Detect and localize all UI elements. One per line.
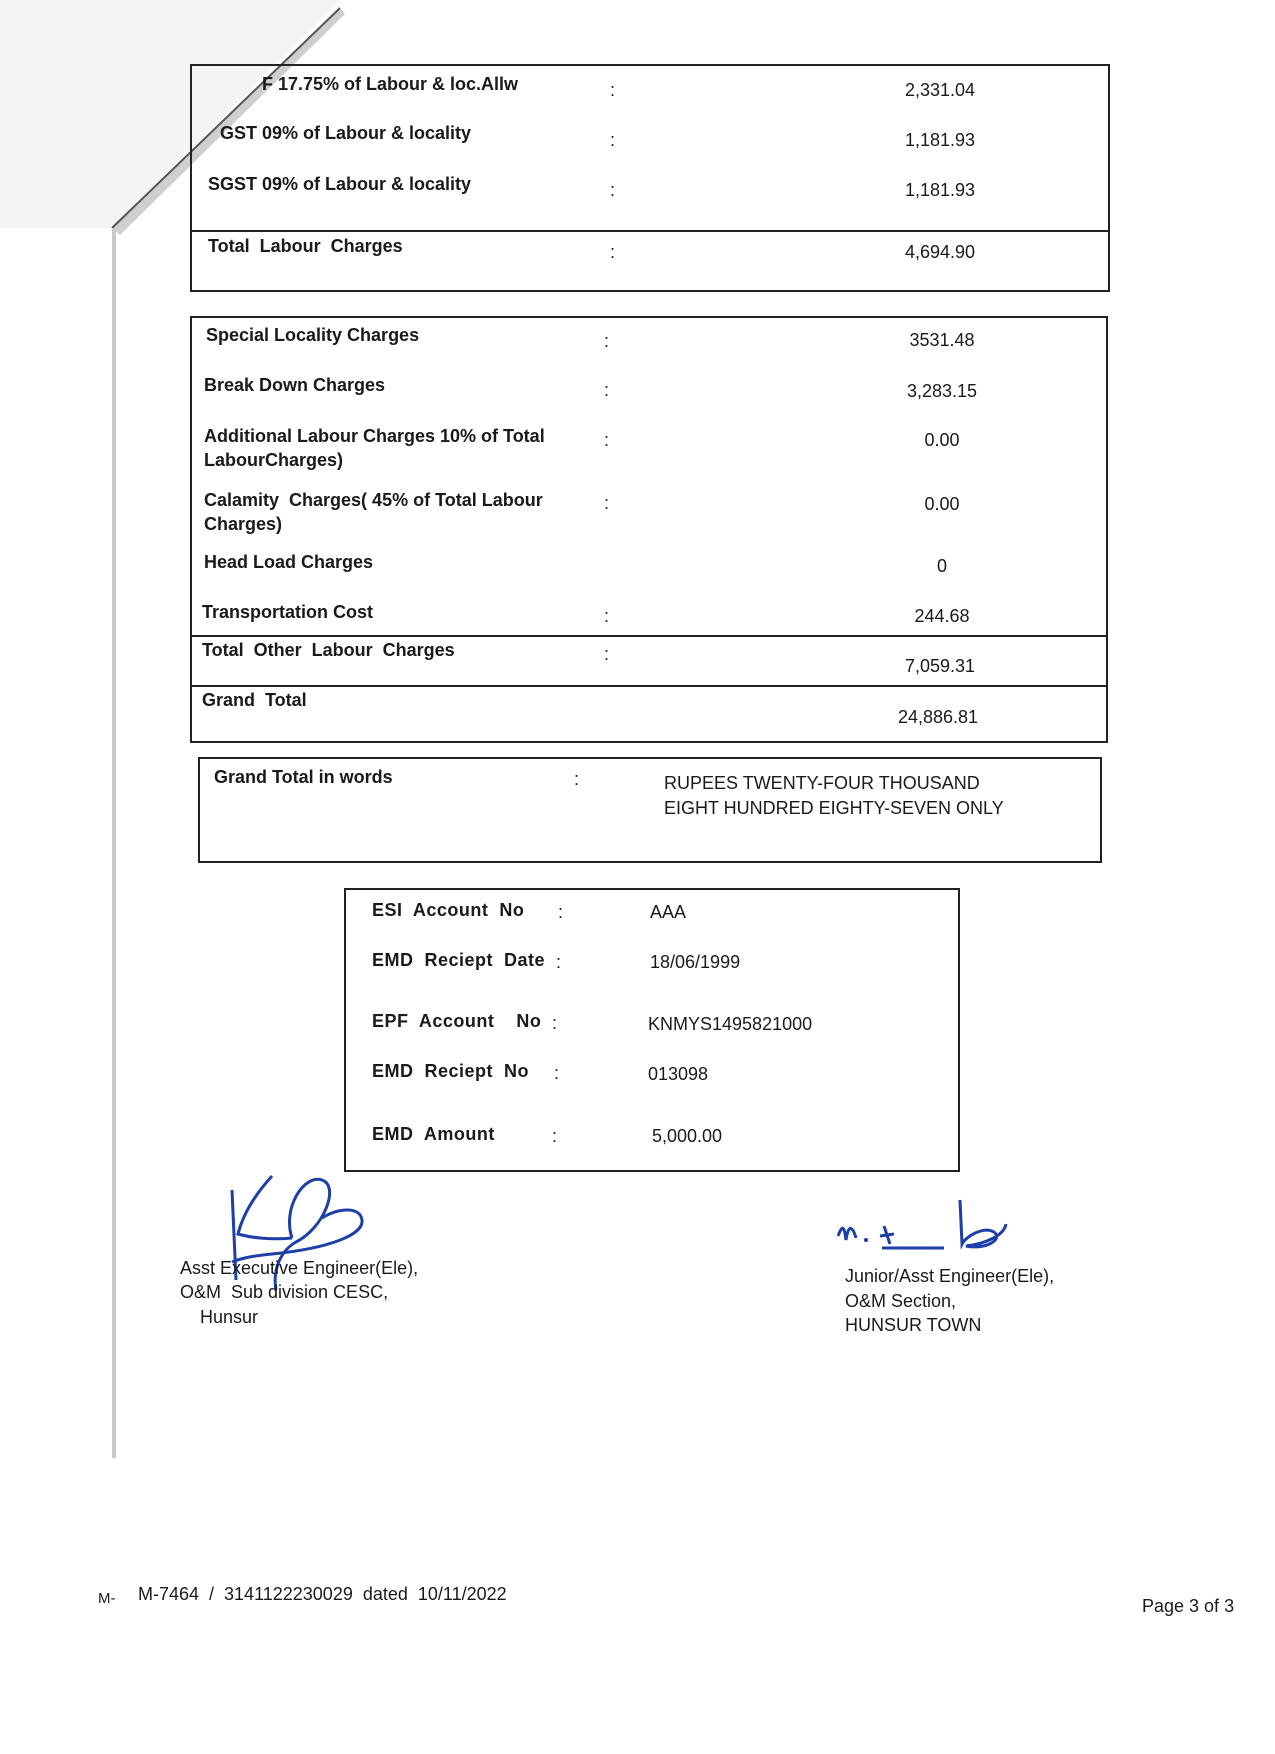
calamity-value: 0.00 [924, 494, 960, 514]
emd-date-value: 18/06/1999 [650, 952, 741, 972]
gst-label: GST 09% of Labour & locality [220, 123, 472, 143]
grand-total-words-label: Grand Total in words [214, 767, 393, 787]
additional-labour-value: 0.00 [924, 430, 960, 450]
sgst-value: 1,181.93 [904, 180, 976, 200]
account-details-box [344, 888, 960, 1172]
grand-total-words-box [198, 757, 1102, 863]
other-charges-box [190, 316, 1108, 743]
emd-amount-label: EMD Amount [372, 1124, 495, 1144]
breakdown-label: Break Down Charges [204, 375, 386, 395]
sgst-label: SGST 09% of Labour & locality [208, 174, 472, 194]
gst-value: 1,181.93 [904, 130, 976, 150]
breakdown-value: 3,283.15 [906, 381, 978, 401]
esi-account-colon: : [558, 902, 564, 922]
total-other-colon: : [604, 644, 610, 664]
special-locality-label: Special Locality Charges [206, 325, 420, 345]
labour-divider [192, 230, 1108, 232]
esi-account-value: AAA [650, 902, 687, 922]
esi-account-label: ESI Account No [372, 900, 525, 920]
page-number: Page 3 of 3 [1142, 1596, 1235, 1616]
total-labour-value: 4,694.90 [904, 242, 976, 262]
grand-total-label: Grand Total [202, 690, 307, 710]
left-signatory-title: Asst Executive Engineer(Ele), [180, 1258, 419, 1278]
left-signatory-place: Hunsur [200, 1307, 259, 1327]
breakdown-colon: : [604, 380, 610, 400]
grand-total-words-line2: EIGHT HUNDRED EIGHTY-SEVEN ONLY [664, 798, 1004, 818]
epf-account-value: KNMYS1495821000 [648, 1014, 813, 1034]
emd-receipt-no-label: EMD Reciept No [372, 1061, 530, 1081]
pf-value: 2,331.04 [904, 80, 976, 100]
head-load-value: 0 [936, 556, 947, 576]
emd-date-colon: : [556, 952, 562, 972]
labour-charges-box [190, 64, 1110, 292]
head-load-label: Head Load Charges [204, 552, 374, 572]
transportation-label: Transportation Cost [202, 602, 374, 622]
emd-receipt-no-value: 013098 [648, 1064, 709, 1084]
right-signatory-office: O&M Section, [845, 1291, 957, 1311]
calamity-colon: : [604, 493, 610, 513]
special-locality-value: 3531.48 [909, 330, 975, 350]
calamity-label: Calamity Charges( 45% of Total Labour [204, 490, 543, 510]
right-signature-mark [834, 1196, 1024, 1266]
emd-amount-value: 5,000.00 [652, 1126, 723, 1146]
pf-colon: : [610, 80, 616, 100]
epf-account-colon: : [552, 1013, 558, 1033]
emd-receipt-no-colon: : [554, 1063, 560, 1083]
gst-colon: : [610, 130, 616, 150]
grand-total-value: 24,886.81 [897, 707, 979, 727]
transportation-value: 244.68 [914, 606, 970, 626]
page-edge-shadow [112, 228, 116, 1458]
additional-labour-label: Additional Labour Charges 10% of Total [204, 426, 545, 446]
footer-reference: M-7464 / 3141122230029 dated 10/11/2022 [138, 1584, 507, 1604]
transportation-colon: : [604, 606, 610, 626]
sgst-colon: : [610, 180, 616, 200]
total-labour-colon: : [610, 242, 616, 262]
additional-labour-colon: : [604, 430, 610, 450]
grand-total-words-line1: RUPEES TWENTY-FOUR THOUSAND [664, 773, 980, 793]
other-divider-1 [192, 635, 1106, 637]
special-locality-colon: : [604, 331, 610, 351]
additional-labour-label-cont: LabourCharges) [204, 450, 344, 470]
left-signatory-office: O&M Sub division CESC, [180, 1282, 389, 1302]
pf-label: F 17.75% of Labour & loc.Allw [262, 74, 519, 94]
right-signatory-place: HUNSUR TOWN [845, 1315, 982, 1335]
footer-prefix: M- [98, 1590, 116, 1607]
other-divider-2 [192, 685, 1106, 687]
grand-total-words-colon: : [574, 769, 580, 789]
total-other-value: 7,059.31 [904, 656, 976, 676]
right-signatory-title: Junior/Asst Engineer(Ele), [845, 1266, 1055, 1286]
calamity-label-cont: Charges) [204, 514, 283, 534]
total-other-label: Total Other Labour Charges [202, 640, 455, 660]
epf-account-label: EPF Account No [372, 1011, 542, 1031]
emd-date-label: EMD Reciept Date [372, 950, 546, 970]
total-labour-label: Total Labour Charges [208, 236, 403, 256]
emd-amount-colon: : [552, 1126, 558, 1146]
